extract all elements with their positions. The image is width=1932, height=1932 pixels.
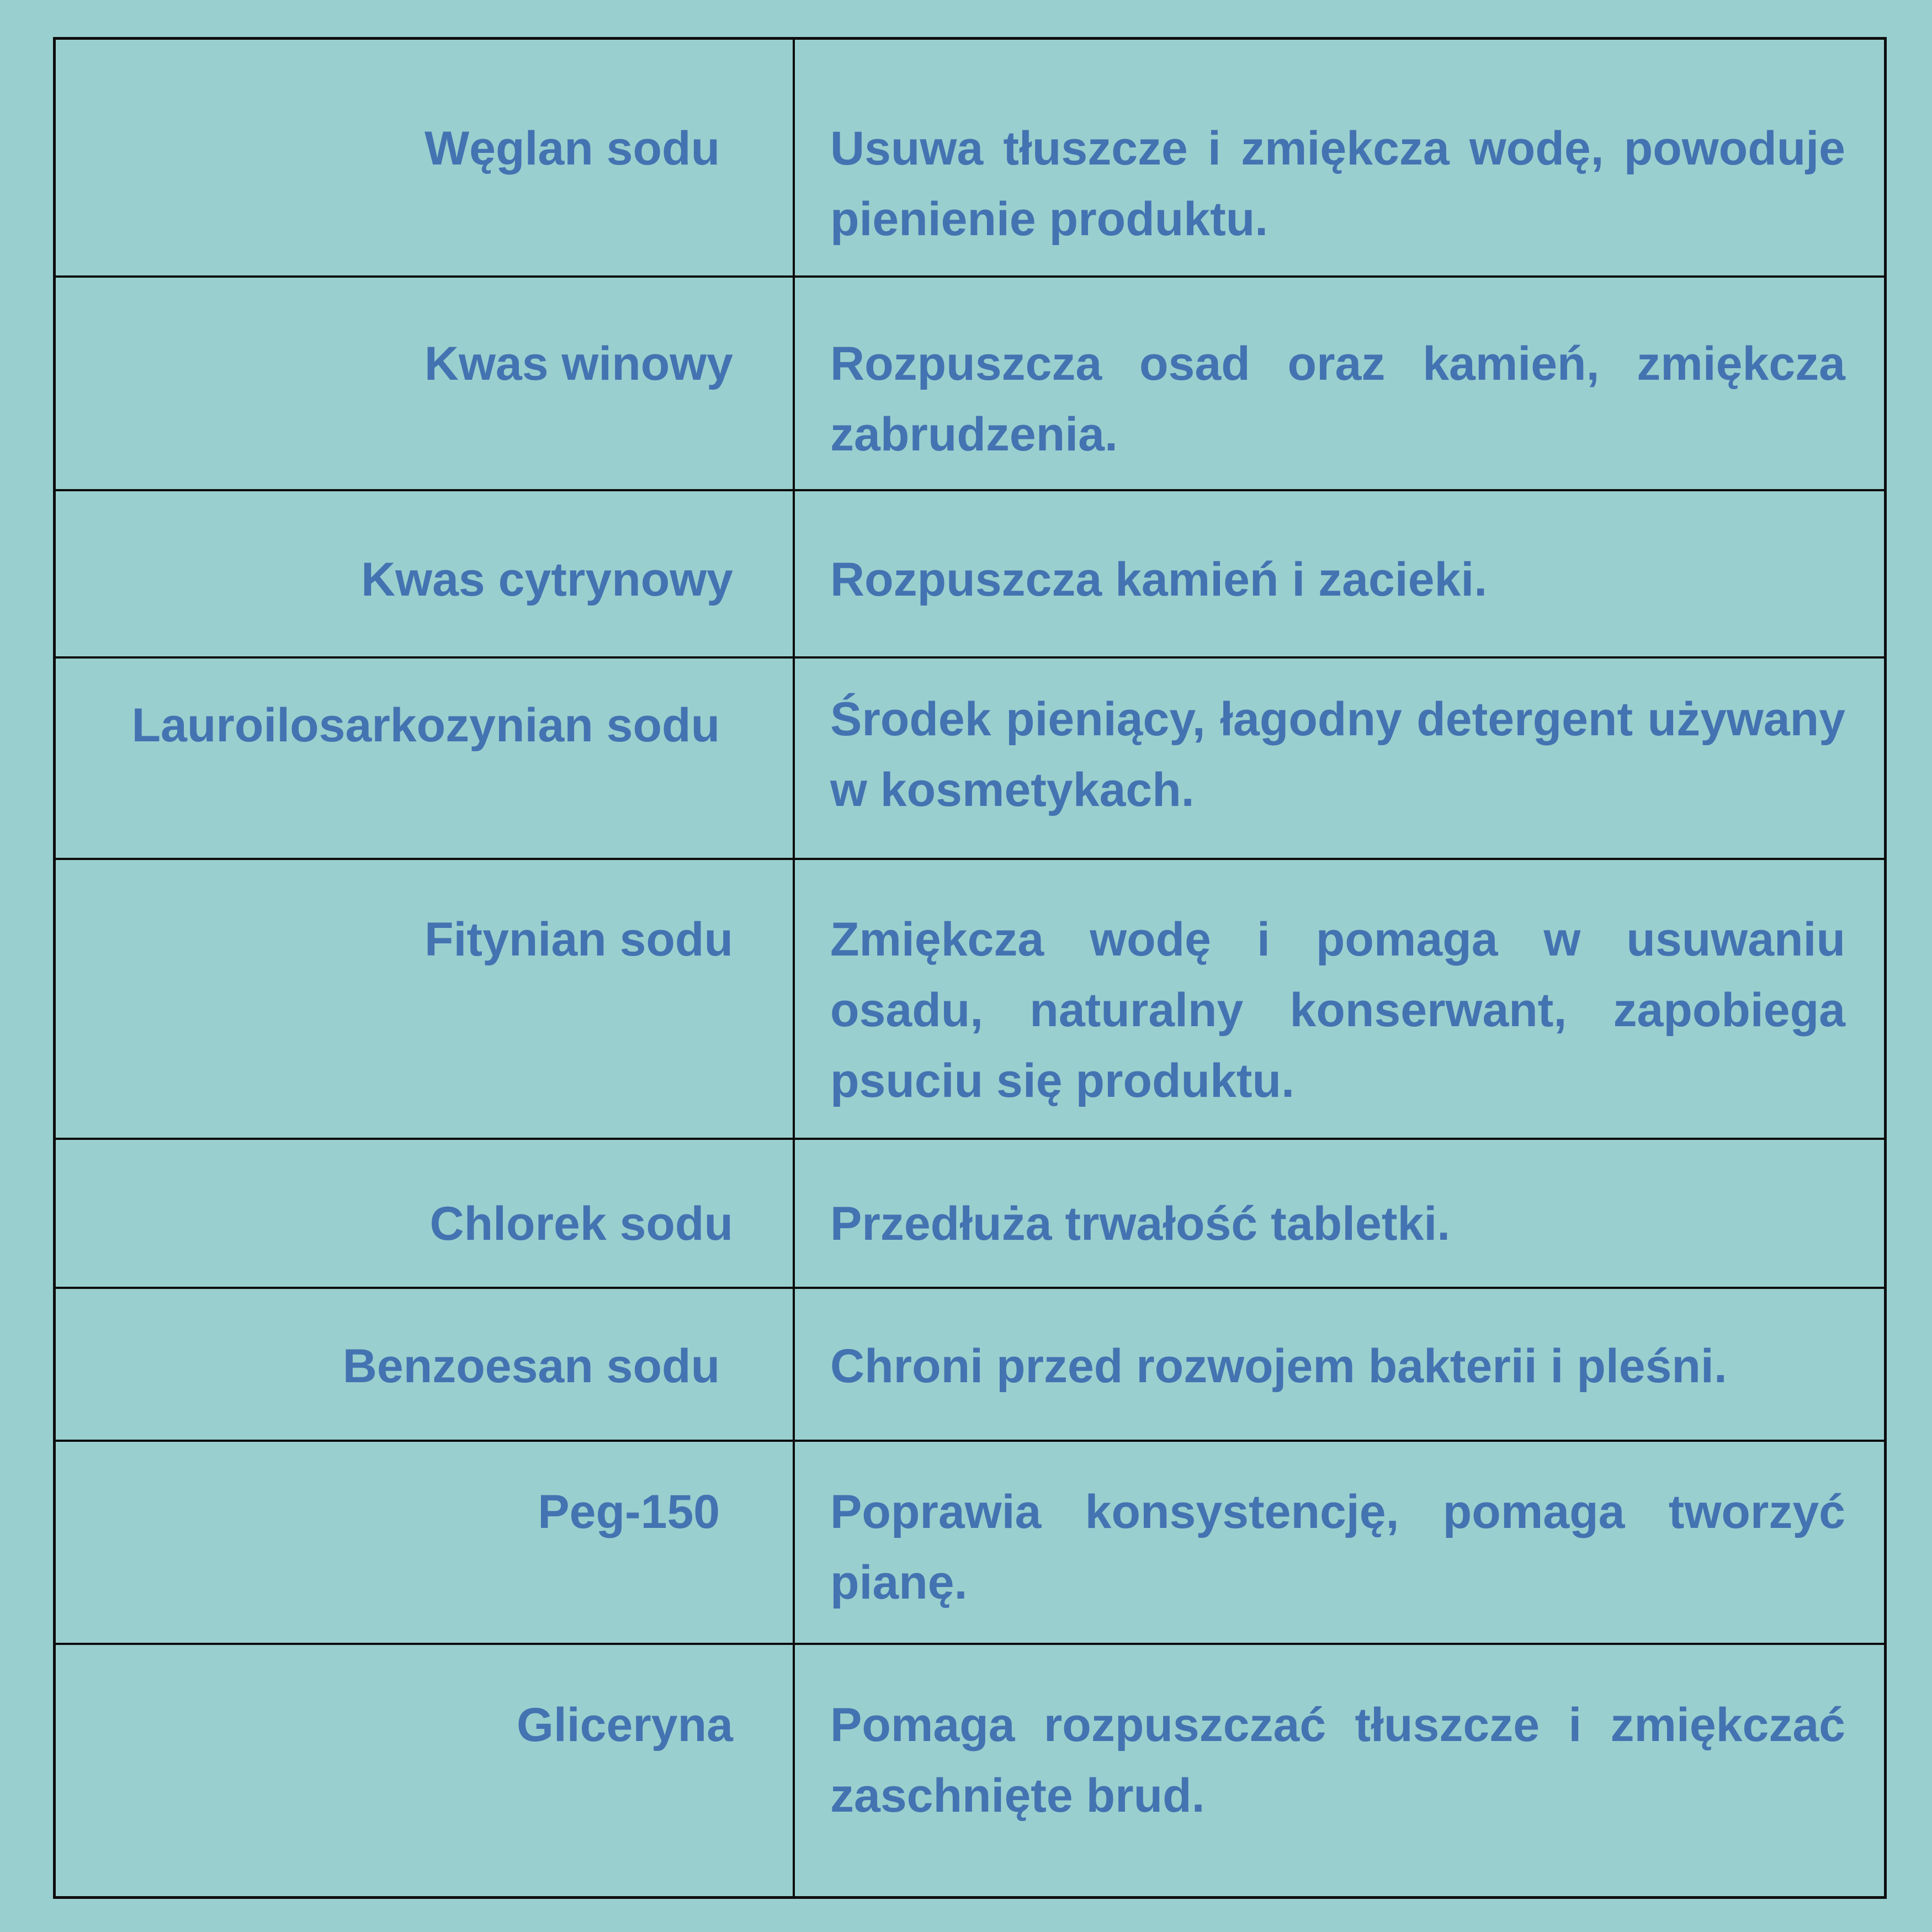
table-row xyxy=(56,659,1884,860)
ingredient-name: Kwas winowy xyxy=(56,278,795,489)
table-row xyxy=(56,278,1884,491)
ingredient-description: Środek pieniący, łagodny detergent używany w kosmetykach. xyxy=(830,693,1845,816)
table-row xyxy=(56,1645,1884,1899)
ingredients-table xyxy=(53,37,1887,1899)
table-row xyxy=(56,1289,1884,1442)
ingredient-name: Lauroilosarkozynian sodu xyxy=(56,659,795,858)
ingredient-name: Fitynian sodu xyxy=(56,860,795,1138)
ingredient-description: Pomaga rozpuszczać tłuszcze i zmiękczać zaschnięte brud. xyxy=(830,1699,1845,1822)
table-row xyxy=(56,491,1884,659)
ingredient-name: Węglan sodu xyxy=(56,40,795,275)
ingredient-description: Usuwa tłuszcze i zmiękcza wodę, powoduje pienienie produktu. xyxy=(830,122,1845,246)
ingredient-name: Chlorek sodu xyxy=(56,1140,795,1287)
ingredient-name: Kwas cytrynowy xyxy=(56,491,795,656)
table-row xyxy=(56,40,1884,278)
ingredient-name: Peg-150 xyxy=(56,1442,795,1643)
ingredient-name: Gliceryna xyxy=(56,1645,795,1899)
ingredient-description: Przedłuża trwałość tabletki. xyxy=(830,1197,1451,1250)
ingredient-description: Zmiękcza wodę i pomaga w usuwaniu osadu, naturalny konserwant, zapobiega psuciu się produktu. xyxy=(830,913,1845,1107)
ingredient-description: Rozpuszcza osad oraz kamień, zmiękcza zabrudzenia. xyxy=(830,337,1845,461)
ingredient-description: Chroni przed rozwojem bakterii i pleśni. xyxy=(830,1340,1727,1393)
table-row xyxy=(56,1442,1884,1645)
ingredient-description: Rozpuszcza kamień i zacieki. xyxy=(830,553,1488,606)
table-row xyxy=(56,860,1884,1140)
ingredient-description: Poprawia konsystencję, pomaga tworzyć pianę. xyxy=(830,1485,1845,1609)
ingredient-name: Benzoesan sodu xyxy=(56,1289,795,1440)
table-row xyxy=(56,1140,1884,1289)
